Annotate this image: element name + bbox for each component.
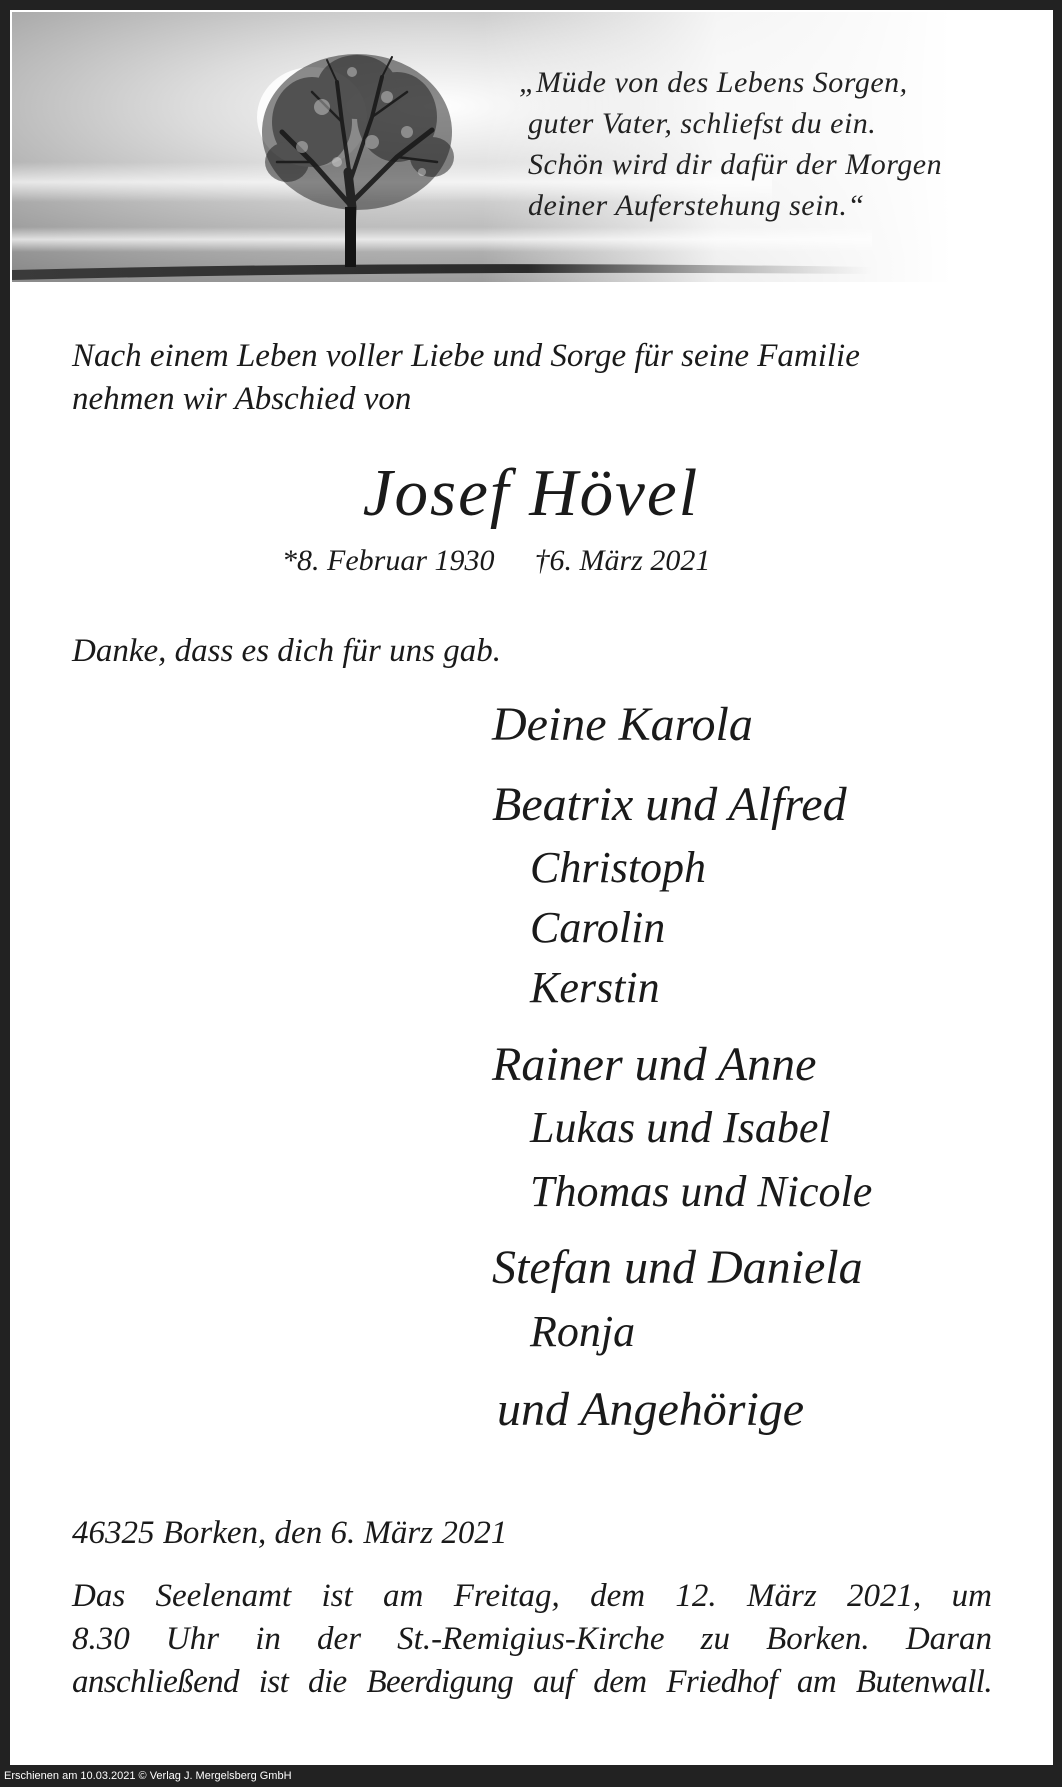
intro-text [72,335,860,421]
deceased-name: Josef Hövel [362,456,700,530]
birth-date: *8. Februar 1930 [282,544,495,577]
verse-quote [519,62,943,226]
place-date: 46325 Borken, den 6. März 2021 [72,1515,508,1551]
family-name: Deine Karola [492,698,753,751]
intro-line: nehmen wir Abschied von [72,381,412,417]
family-name: und Angehörige [497,1383,805,1436]
verse-line: guter Vater, schliefst du ein. [528,107,877,140]
verse-line: deiner Auferstehung sein.“ [528,189,865,222]
family-name: Ronja [530,1307,636,1356]
verse-line: Schön wird dir dafür der Morgen [528,148,943,181]
life-dates [282,544,710,578]
death-date: †6. März 2021 [534,544,711,577]
family-name: Carolin [530,903,666,952]
family-name: Stefan und Daniela [492,1241,863,1294]
notice-line: anschließend ist die Beerdigung auf dem Friedhof am Butenwall. [72,1664,992,1700]
family-name: Beatrix und Alfred [492,778,847,831]
family-name: Christoph [530,843,707,892]
family-name: Lukas und Isabel [530,1103,831,1152]
family-name: Kerstin [530,963,660,1012]
service-notice [72,1575,992,1704]
verse-line: „Müde von des Lebens Sorgen, [519,66,908,99]
notice-line: 8.30 Uhr in der St.-Remigius-Kirche zu Borken. Daran [72,1621,992,1657]
notice-line: Das Seelenamt ist am Freitag, dem 12. März 2021, um [72,1578,992,1614]
family-name: Thomas und Nicole [530,1167,873,1216]
publication-note: Erschienen am 10.03.2021 © Verlag J. Mergelsberg GmbH [4,1770,292,1782]
family-name: Rainer und Anne [492,1038,817,1091]
intro-line: Nach einem Leben voller Liebe und Sorge für seine Familie [72,338,860,374]
thanks-line: Danke, dass es dich für uns gab. [72,633,501,669]
